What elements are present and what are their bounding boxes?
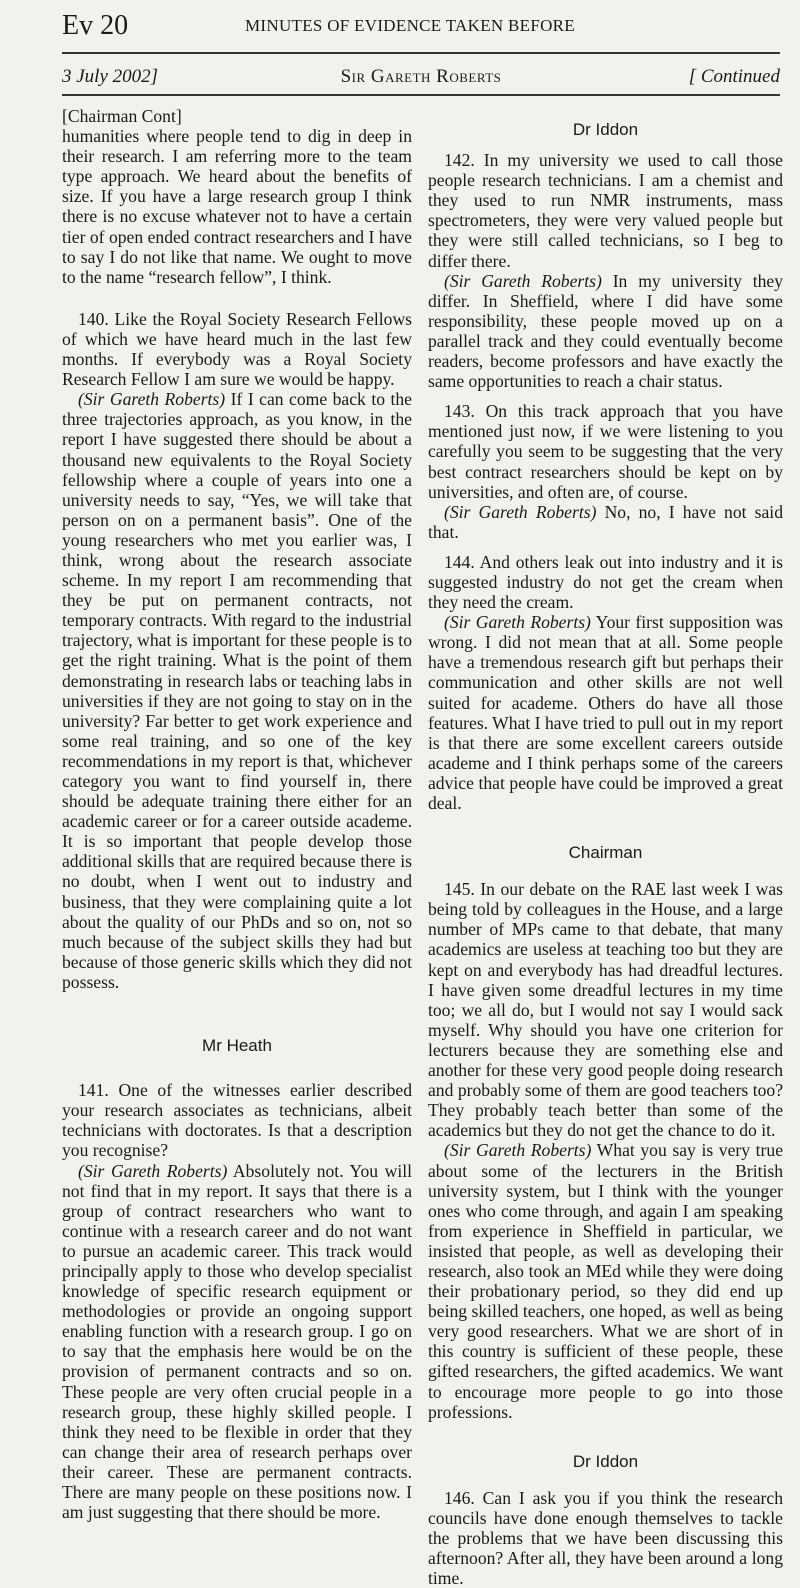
question-141: 141. One of the witnesses earlier described your research associates as technicians, albeit technicians with doctorates. Is that a description you recognise? (62, 1080, 412, 1161)
answer-speaker: (Sir Gareth Roberts) (78, 1160, 228, 1181)
sub-header (62, 66, 780, 96)
question-144: 144. And others leak out into industry and it is suggested industry do not get the cream when they need the cream. (428, 551, 783, 613)
paragraph-intro: humanities where people tend to dig in deep in their research. I am referring more to the team type approach. We heard about the benefits of size. If you have a large research group I think there is no excuse whatever not to have a certain tier of open ended contract researchers and I have to say I do not like that name. We ought to move to the name “research fellow”, I think. (62, 126, 412, 287)
answer-speaker: (Sir Gareth Roberts) (78, 389, 226, 410)
answer-142: (Sir Gareth Roberts) In my university they differ. In Sheffield, where I did have some responsibility, these people moved up on a parallel track and they could eventually become readers, become professors and have exactly the same opportunities to reach a chair status. (428, 270, 784, 392)
speaker-heading-iddon-2: Dr Iddon (572, 1451, 639, 1471)
question-145: 145. In our debate on the RAE last week I was being told by colleagues in the House, and a large number of MPs came to that debate, that many academics are useless at teaching too but they are kept on and everybody has had dreadful lectures. I have given some dreadful lectures in my time too; we all do, but I would not say I would sack myself. Why should you have one criterion for lecturers because they are something else and another for these very good people doing research and probably some of them are good teachers too? They probably teach better than some of the academics but they do not get the chance to do it. (428, 879, 783, 1141)
chairman-cont: [Chairman Cont] (62, 106, 182, 126)
answer-143: (Sir Gareth Roberts) No, no, I have not said that. (428, 501, 783, 542)
speaker-heading-chairman: Chairman (568, 843, 643, 863)
speaker-heading-iddon: Dr Iddon (572, 120, 639, 139)
answer-speaker: (Sir Gareth Roberts) (444, 612, 591, 633)
answer-speaker: (Sir Gareth Roberts) (444, 1140, 592, 1161)
running-header (62, 8, 780, 48)
header-rule-bottom (62, 94, 780, 96)
header-rule-top (62, 52, 780, 54)
sitting-date: 3 July 2002] (62, 66, 159, 87)
answer-141: (Sir Gareth Roberts) Absolutely not. You will not find that in my report. It says that there is a group of contract researchers who want to continue with a research career and do not want to pursue an academic career. This track would principally apply to those who develop specialist knowledge of specific research equipment or methodologies or provide an ongoing support enabling function with a research group. I go on to say that the emphasis here would be on the provision of permanent contracts and so on. These people are very often crucial people in a research group, these highly skilled people. I think they need to be flexible in order that they can change their area of research perhaps over their career. These are permanent contracts. There are many people on these positions now. I am just suggesting that there should be more. (62, 1160, 412, 1523)
speaker-heading-heath: Mr Heath (202, 1036, 272, 1056)
question-143: 143. On this track approach that you have mentioned just now, if we were listening to you carefully you seem to be suggesting that the very best contract researchers should be kept on by universities, and often are, of course. (428, 401, 783, 502)
continued-label: [ Continued (688, 66, 780, 87)
answer-145: (Sir Gareth Roberts) What you say is very true about some of the lecturers in the British university system, but I think with the younger ones who come through, and again I am speaking from experience in Sheffield in particular, we insisted that people, as well as developing their research, also took an MEd while they were doing their probationary period, so they did end up being skilled teachers, one hoped, as well as being very good researchers. What we are short of in this country is sufficient of these people, these gifted researchers, the gifted academics. We want to encourage more people to go into those professions. (428, 1140, 783, 1422)
question-146: 146. Can I ask you if you think the research councils have done enough themselves to tackle the problems that we have been discussing this afternoon? After all, they have been around a long time. (428, 1487, 783, 1588)
question-140: 140. Like the Royal Society Research Fellows of which we have heard much in the last few months. If everybody was a Royal Society Research Fellow I am sure we would be happy. (62, 308, 412, 390)
left-column (62, 106, 412, 1522)
answer-140: (Sir Gareth Roberts) If I can come back to the three trajectories approach, as you know, in the report I have suggested there should be about a thousand new equivalents to the Royal Society fellowship where a couple of years into one a university needs to say, “Yes, we will take that person on on a permanent basis”. One of the young researchers who met you earlier was, I think, wrong about the research associate scheme. In my report I am recommending that they be put on permanent contracts, not temporary contracts. With regard to the industrial trajectory, what is important for these people is to get the right training. What is the point of them demonstrating in research labs or teaching labs in universities if they are not going to stay on in the university? Far better to get work experience and some real training, and so one of the key recommendations in my report is that, whichever category you want to find yourself in, there should be adequate training there either for an academic career or for a career outside academe. It is so important that people develop those additional skills that are required because there is no doubt, when I went out to industry and business, that they were complaining quite a lot about the quality of our PhDs and so on, not so much because of the subject skills they had but because of those generic skills which they did not possess. (62, 389, 412, 992)
running-title: MINUTES OF EVIDENCE TAKEN BEFORE (245, 16, 575, 35)
question-142: 142. In my university we used to call those people research technicians. I am a chemist and they used to run NMR instruments, mass spectrometers, they were very valued people but they were still called technicians, so I beg to differ there. (428, 150, 783, 271)
witness-name: Sir Gareth Roberts (340, 66, 502, 87)
right-column (428, 106, 783, 1588)
answer-144: (Sir Gareth Roberts) Your first supposition was wrong. I did not mean that at all. Some people have a tremendous research gift but perhaps their communication and other skills are not well suited for academe. Others do have all those features. What I have tried to pull out in my report is that there are some excellent careers outside academe and I think perhaps some of the careers advice that people have could be improved a great deal. (428, 612, 783, 813)
answer-speaker: (Sir Gareth Roberts) (444, 501, 597, 522)
answer-speaker: (Sir Gareth Roberts) (444, 270, 602, 291)
page-number: Ev 20 (62, 10, 129, 41)
